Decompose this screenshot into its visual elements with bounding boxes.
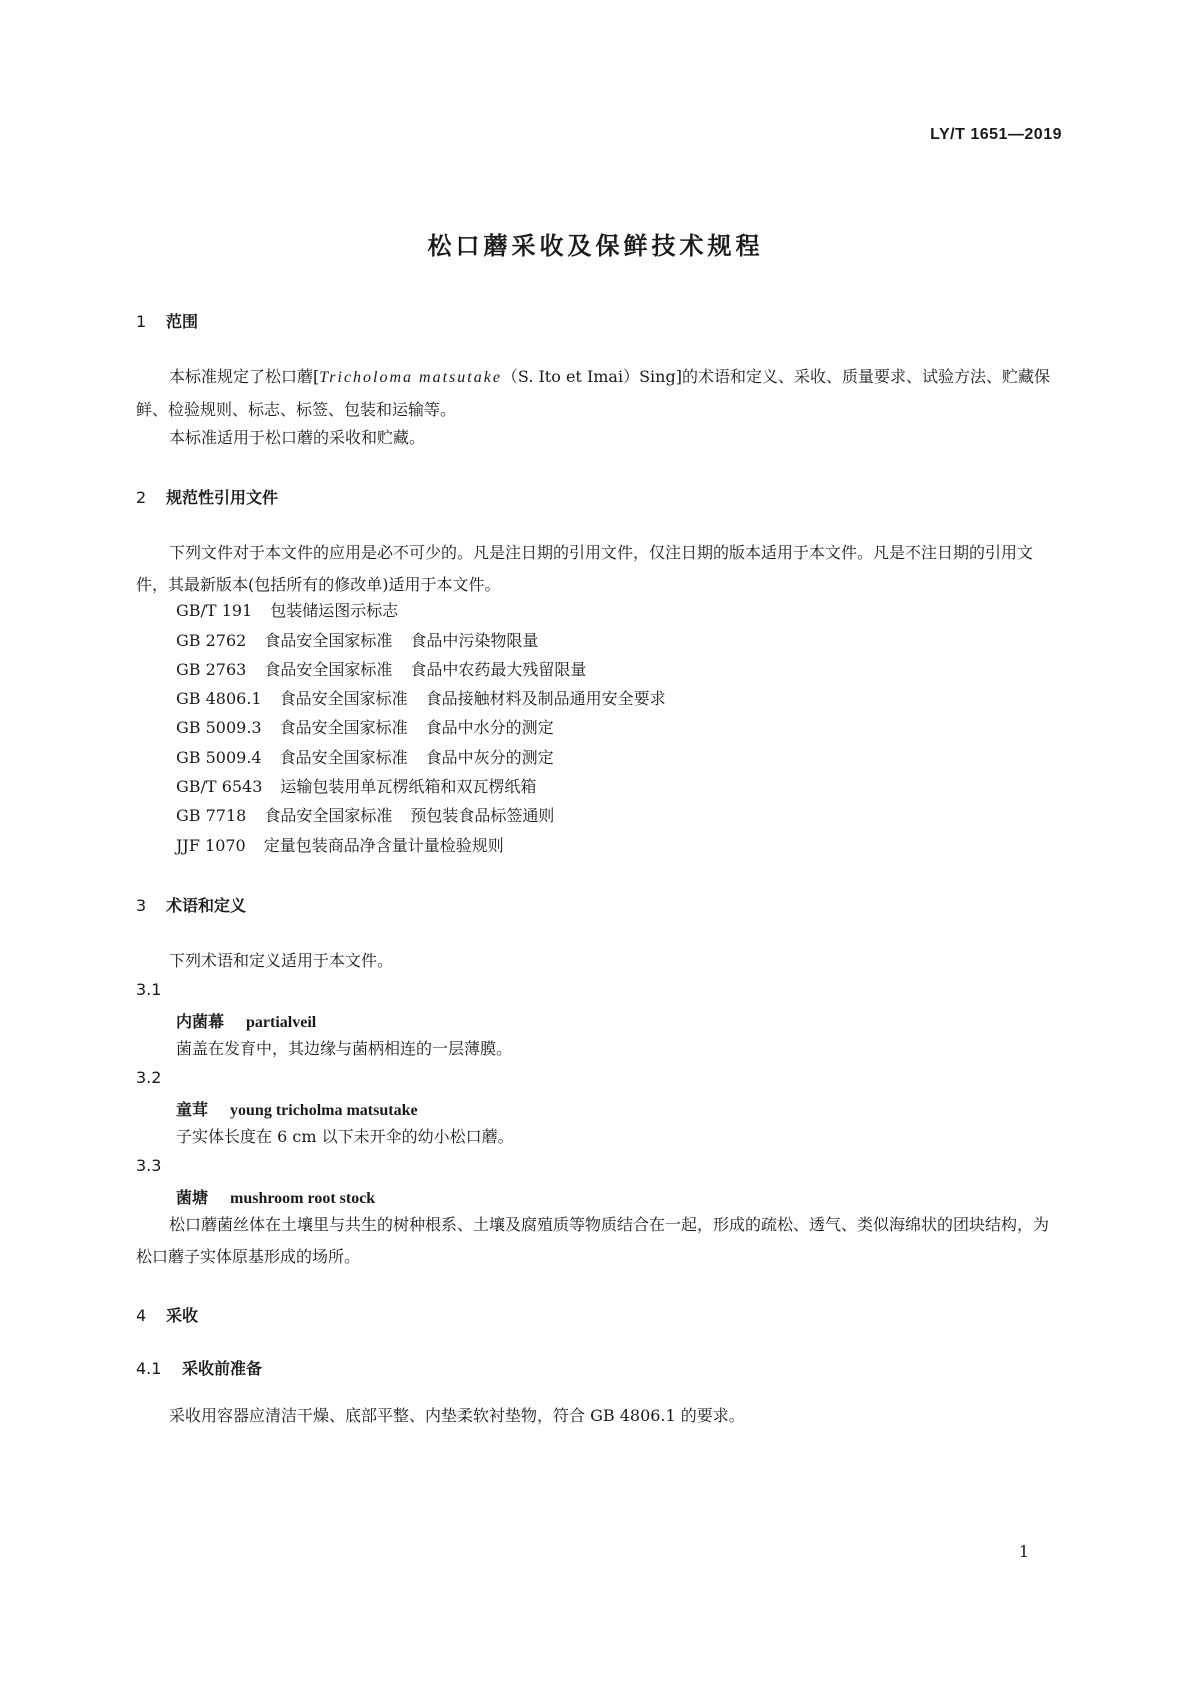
reference-code: GB/T 6543: [176, 777, 263, 796]
term-en: partialveil: [246, 1014, 317, 1031]
term-heading: [176, 1097, 418, 1120]
reference-code: JJF 1070: [176, 836, 246, 855]
reference-item: [176, 771, 554, 803]
harvest-prep-text: 采收用容器应清洁干燥、底部平整、内垫柔软衬垫物，符合 GB 4806.1 的要求。: [169, 1406, 745, 1425]
document-title: 松口蘑采收及保鲜技术规程: [427, 232, 764, 260]
reference-title: 运输包装用单瓦楞纸箱和双瓦楞纸箱: [280, 777, 537, 796]
term-number: 3.1: [136, 980, 162, 999]
latin-name: Tricholoma matsutake: [319, 369, 502, 386]
section-2-heading: [136, 485, 278, 508]
reference-code: GB 5009.4: [176, 748, 262, 767]
term-heading: [176, 1185, 375, 1208]
reference-code: GB 5009.3: [176, 718, 262, 737]
reference-subtitle: 食品接触材料及制品通用安全要求: [425, 689, 666, 708]
reference-title: 食品安全国家标准: [264, 806, 393, 825]
term-definition: 子实体长度在 6 cm 以下未开伞的幼小松口蘑。: [176, 1127, 514, 1146]
reference-subtitle: 食品中污染物限量: [410, 631, 539, 650]
term-zh: 内菌幕: [176, 1012, 225, 1031]
section-3-heading: [136, 893, 246, 916]
term-number: 3.3: [136, 1156, 162, 1175]
reference-code: GB 2763: [176, 660, 247, 679]
section-title: 范围: [166, 312, 199, 331]
terms-intro: 下列术语和定义适用于本文件。: [169, 951, 394, 970]
reference-item: [176, 830, 522, 862]
reference-code: GB/T 191: [176, 601, 253, 620]
reference-item: [176, 595, 416, 627]
section-1-heading: [136, 309, 198, 332]
section-number: 4: [136, 1306, 147, 1325]
reference-item: [176, 742, 554, 774]
term-heading: [176, 1009, 316, 1032]
reference-subtitle: 食品中农药最大残留限量: [410, 660, 587, 679]
reference-subtitle: 预包装食品标签通则: [410, 806, 555, 825]
section-4-heading: [136, 1303, 198, 1326]
references-intro: 下列文件对于本文件的应用是必不可少的。凡是注日期的引用文件，仅注日期的版本适用于本文件。凡是不注日期的引用文件，其最新版本(包括所有的修改单)适用于本文件。: [136, 543, 1034, 594]
subsection-number: 4.1: [136, 1359, 162, 1378]
section-title: 采收: [166, 1306, 199, 1325]
reference-item: [176, 800, 554, 832]
subsection-title: 采收前准备: [182, 1359, 263, 1378]
reference-title: 食品安全国家标准: [264, 631, 393, 650]
reference-title: 食品安全国家标准: [279, 689, 408, 708]
section-number: 1: [136, 312, 147, 331]
reference-subtitle: 食品中灰分的测定: [425, 748, 554, 767]
reference-title: 定量包装商品净含量计量检验规则: [263, 836, 504, 855]
term-definition: 菌盖在发育中，其边缘与菌柄相连的一层薄膜。: [176, 1039, 513, 1058]
term-zh: 童茸: [176, 1100, 209, 1119]
reference-subtitle: 食品中水分的测定: [425, 718, 554, 737]
section-title: 规范性引用文件: [166, 488, 279, 507]
reference-item: [176, 683, 666, 715]
reference-item: [176, 625, 538, 657]
section-number: 2: [136, 488, 147, 507]
section-title: 术语和定义: [166, 896, 247, 915]
term-number: 3.2: [136, 1068, 162, 1087]
term-en: young tricholma matsutake: [230, 1102, 418, 1119]
reference-code: GB 2762: [176, 631, 247, 650]
section-number: 3: [136, 896, 147, 915]
scope-applicability: 本标准适用于松口蘑的采收和贮藏。: [169, 428, 426, 447]
term-definition: 松口蘑菌丝体在土壤里与共生的树种根系、土壤及腐殖质等物质结合在一起，形成的疏松、透气、类似海绵状的团块结构，为松口蘑子实体原基形成的场所。: [136, 1215, 1050, 1266]
reference-item: [176, 712, 554, 744]
reference-item: [176, 654, 586, 686]
subsection-4-1-heading: [136, 1356, 262, 1379]
reference-code: GB 4806.1: [176, 689, 262, 708]
reference-title: 食品安全国家标准: [264, 660, 393, 679]
term-en: mushroom root stock: [230, 1190, 376, 1207]
reference-title: 包装储运图示标志: [270, 601, 399, 620]
page-number: 1: [1018, 1542, 1029, 1561]
reference-title: 食品安全国家标准: [279, 718, 408, 737]
scope-text-a: 本标准规定了松口蘑[: [169, 367, 320, 386]
reference-title: 食品安全国家标准: [279, 748, 408, 767]
standard-code: LY/T 1651—2019: [930, 126, 1062, 143]
reference-code: GB 7718: [176, 806, 247, 825]
scope-paragraph: [136, 361, 1056, 425]
scope-text-b: （S. Ito et Imai）Sing]的术语和定义、采收、质量要求、试验方法、贮藏保鲜、检验规则、标志、标签、包装和运输等。: [136, 367, 1050, 419]
term-zh: 菌塘: [176, 1188, 209, 1207]
